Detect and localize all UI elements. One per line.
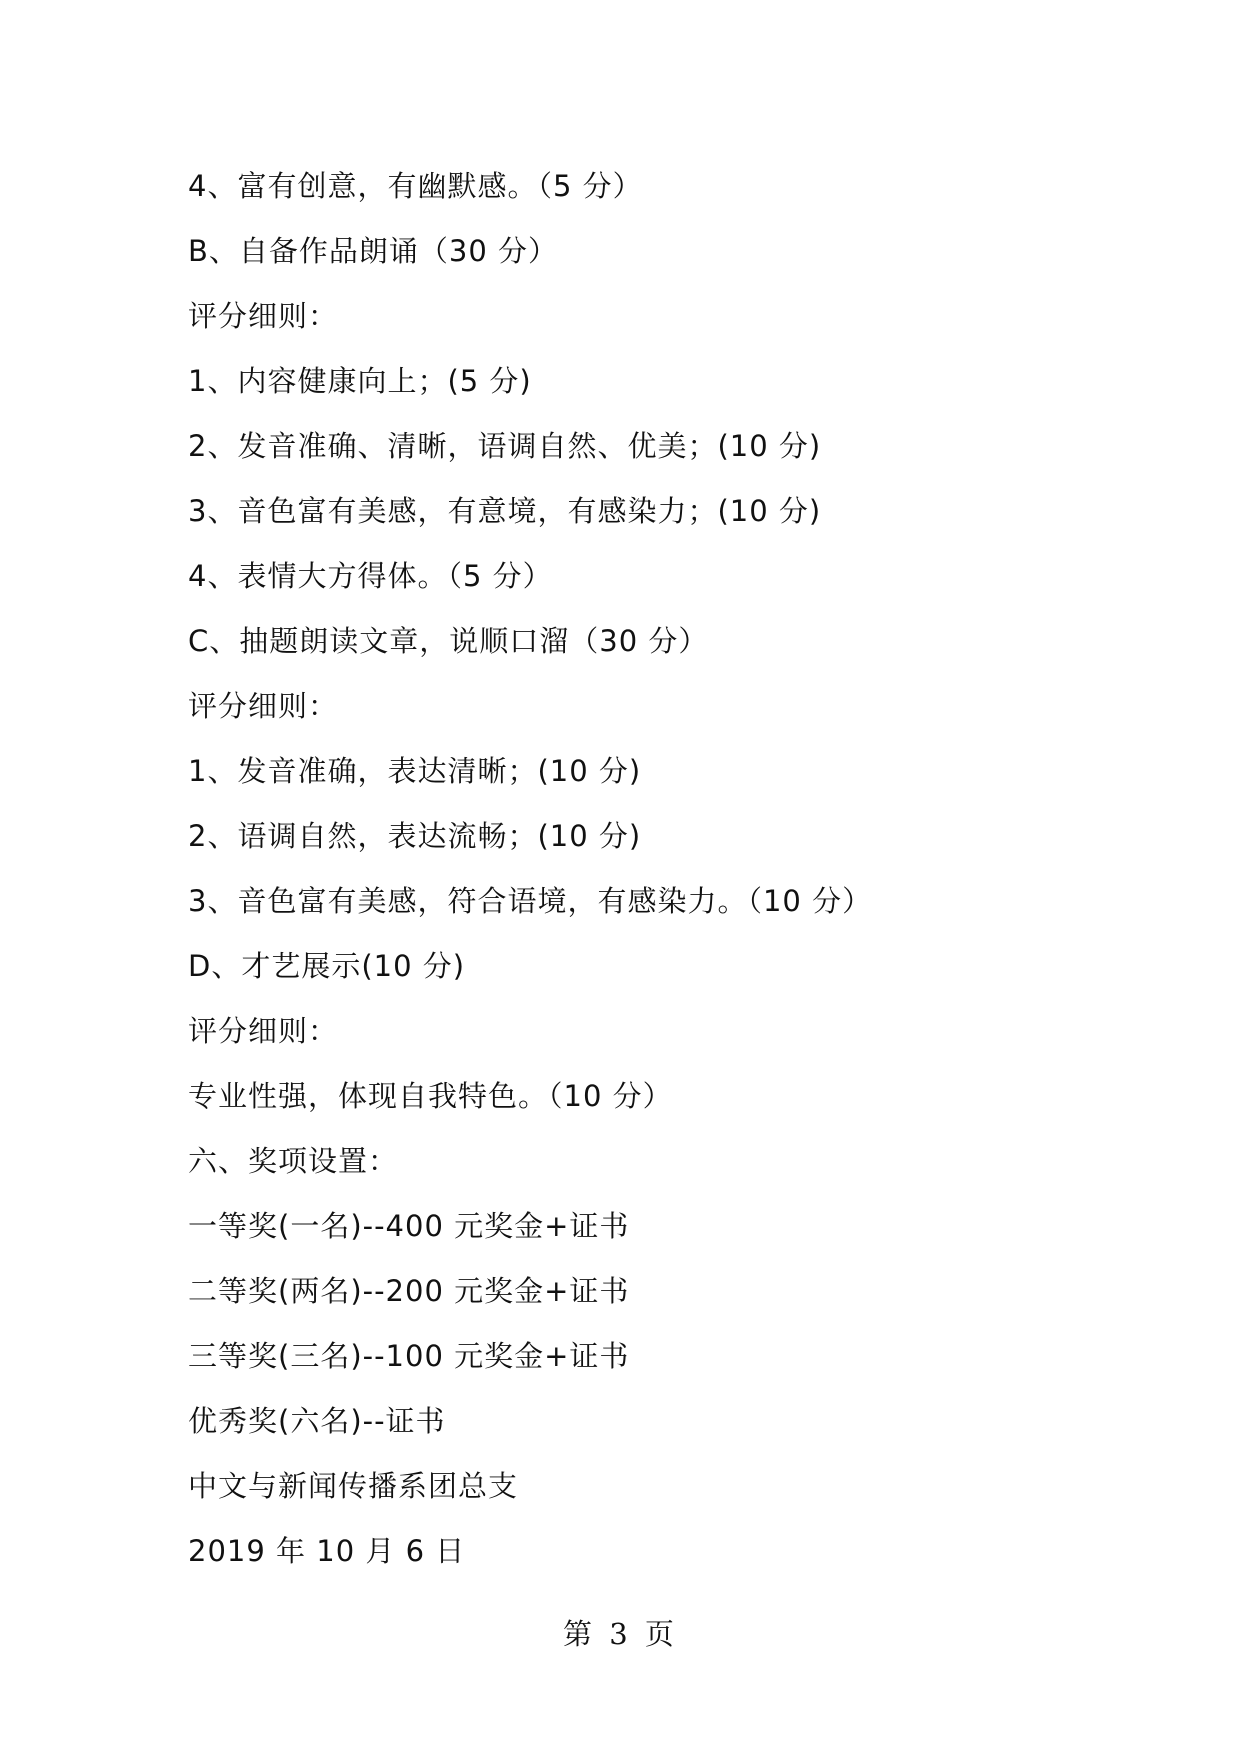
award-item: 优秀奖(六名)--证书 [188,1404,446,1438]
criterion-line: 专业性强，体现自我特色。（10 分） [188,1079,673,1113]
document-date: 2019 年 10 月 6 日 [188,1534,466,1568]
criterion-line: 2、语调自然，表达流畅；(10 分) [188,819,642,853]
criterion-line: 3、音色富有美感，符合语境，有感染力。（10 分） [188,884,873,918]
scoring-rules-heading: 评分细则： [188,299,339,333]
section-heading: B、自备作品朗诵（30 分） [188,234,559,268]
scoring-rules-heading: 评分细则： [188,1014,339,1048]
organizer-name: 中文与新闻传播系团总支 [188,1469,519,1503]
section-heading: D、才艺展示(10 分) [188,949,466,983]
scoring-rules-heading: 评分细则： [188,689,339,723]
page-number: 第 3 页 [563,1617,678,1651]
award-item: 三等奖(三名)--100 元奖金+证书 [188,1339,630,1373]
awards-heading: 六、奖项设置： [188,1144,399,1178]
criterion-line: 4、富有创意，有幽默感。（5 分） [188,169,643,203]
criterion-line: 1、内容健康向上；(5 分) [188,364,532,398]
criterion-line: 2、发音准确、清晰，语调自然、优美；(10 分) [188,429,822,463]
criterion-line: 4、表情大方得体。（5 分） [188,559,553,593]
criterion-line: 1、发音准确，表达清晰；(10 分) [188,754,642,788]
award-item: 一等奖(一名)--400 元奖金+证书 [188,1209,630,1243]
criterion-line: 3、音色富有美感，有意境，有感染力；(10 分) [188,494,822,528]
document-body [188,154,1088,1584]
section-heading: C、抽题朗读文章，说顺口溜（30 分） [188,624,709,658]
award-item: 二等奖(两名)--200 元奖金+证书 [188,1274,630,1308]
